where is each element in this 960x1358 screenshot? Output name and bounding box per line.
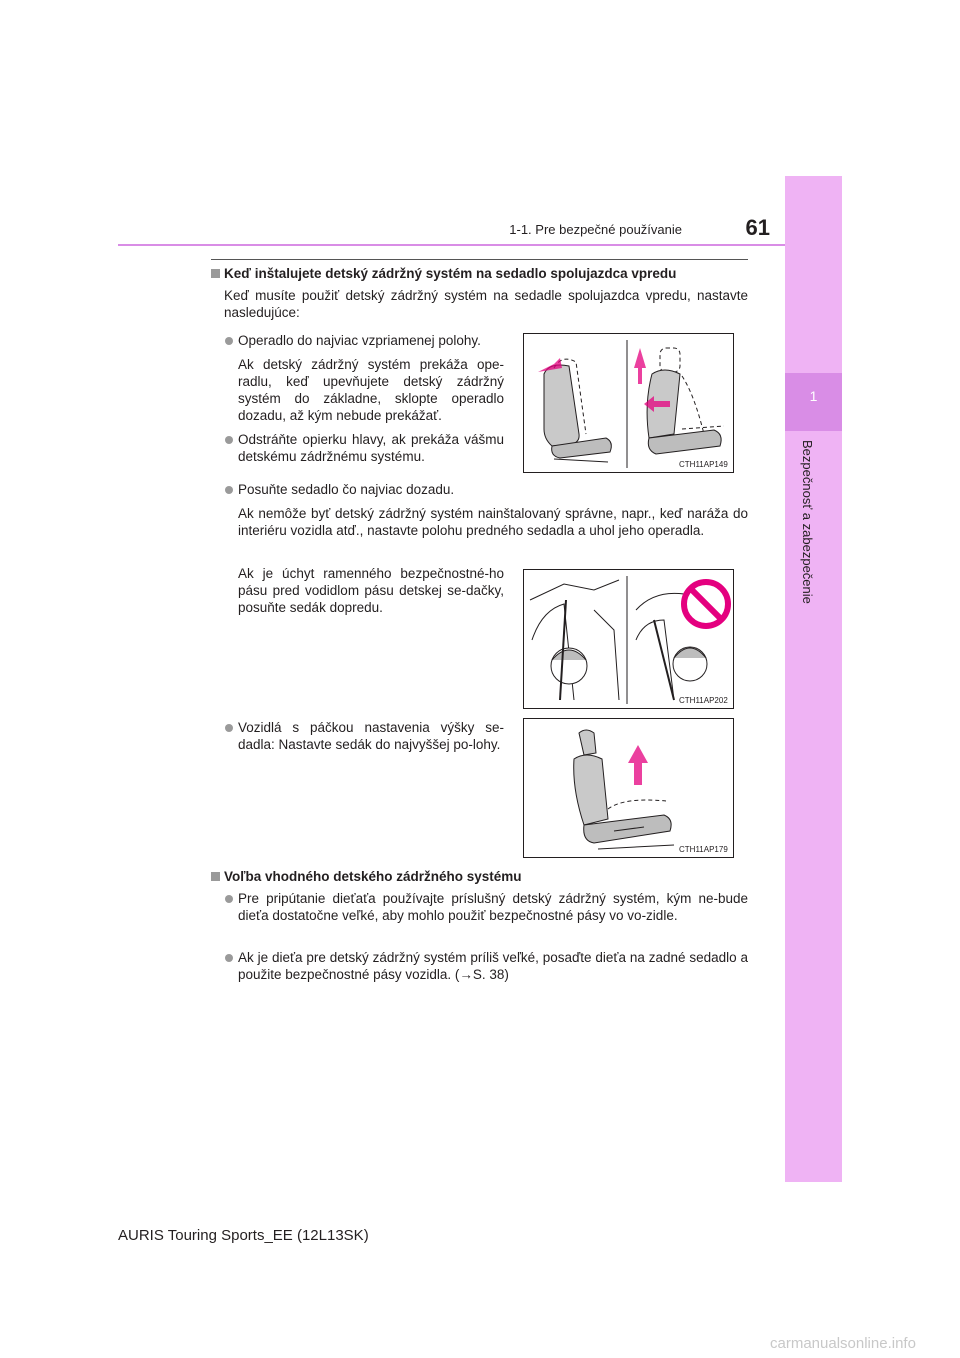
figure-code: CTH11AP179 (679, 845, 728, 854)
page-number: 61 (745, 215, 770, 240)
header-divider (118, 244, 785, 246)
figure-belt-position (523, 569, 734, 709)
bullet-4-text: Vozidlá s páčkou nastavenia výšky se-dadla: Nastavte sedák do najvyššej po-lohy. (238, 720, 504, 752)
footer-model: AURIS Touring Sports_EE (12L13SK) (118, 1227, 369, 1244)
watermark: carmanualsonline.info (770, 1335, 916, 1352)
seat-height-illustration (524, 719, 733, 857)
bullet-icon (225, 954, 233, 962)
square-bullet-icon (211, 872, 220, 881)
section2-bullet-2: Ak je dieťa pre detský zádržný systém príliš veľké, posaďte dieťa na zadné sedadlo a použite bezpečnostné pásy vozidla. (→S. 38) (238, 950, 748, 982)
chapter-tab (785, 176, 842, 1182)
section2-heading: Voľba vhodného detského zádržného systému (224, 869, 522, 884)
section2-bullet-1: Pre pripútanie dieťaťa používajte príslušný detský zádržný systém, kým ne-bude dieťa dostatočne veľké, aby mohlo použiť bezpečnostné pásy vo vo-zidle. (238, 891, 748, 923)
bullet-3-text: Posuňte sedadlo čo najviac dozadu. (238, 482, 455, 497)
bullet-icon (225, 724, 233, 732)
figure-seat-height (523, 718, 734, 858)
bullet-2-text: Odstráňte opierku hlavy, ak prekáža vášmu detskému zádržnému systému. (238, 432, 504, 464)
content-rule (211, 259, 748, 260)
section1-heading: Keď inštalujete detský zádržný systém na sedadlo spolujazdca vpredu (224, 266, 677, 281)
chapter-title-text: Bezpečnosť a zabezpečenie (800, 440, 815, 604)
chapter-title (800, 440, 825, 630)
square-bullet-icon (211, 269, 220, 278)
figure-code: CTH11AP202 (679, 696, 728, 705)
bullet-1-text: Operadlo do najviac vzpriamenej polohy. (238, 333, 481, 348)
bullet-3-sub: Ak nemôže byť detský zádržný systém nainštalovaný správne, napr., keď naráža do interiéru vozidla atď., nastavte polohu predného sedadla a uhol jeho operadla. (238, 506, 748, 538)
section1-intro: Keď musíte použiť detský zádržný systém na sedadle spolujazdca vpredu, nastavte nasledujúce: (224, 288, 748, 320)
bullet-icon (225, 337, 233, 345)
seat-recline-illustration (524, 334, 733, 472)
bullet-icon (225, 486, 233, 494)
section-header: 1-1. Pre bezpečné používanie (509, 222, 682, 237)
bullet-icon (225, 436, 233, 444)
figure-code: CTH11AP149 (679, 460, 728, 469)
bullet-icon (225, 895, 233, 903)
bullet-3-sub2: Ak je úchyt ramenného bezpečnostné-ho pásu pred vodidlom pásu detskej se-dačky, posuňte sedák dopredu. (238, 566, 504, 615)
chapter-number: 1 (809, 388, 818, 404)
figure-seat-recline (523, 333, 734, 473)
belt-position-illustration (524, 570, 733, 708)
bullet-1-sub: Ak detský zádržný systém prekáža ope-radlu, keď upevňujete detský zádržný systém do základne, sklopte operadlo dozadu, až kým nebude prekážať. (238, 357, 504, 423)
